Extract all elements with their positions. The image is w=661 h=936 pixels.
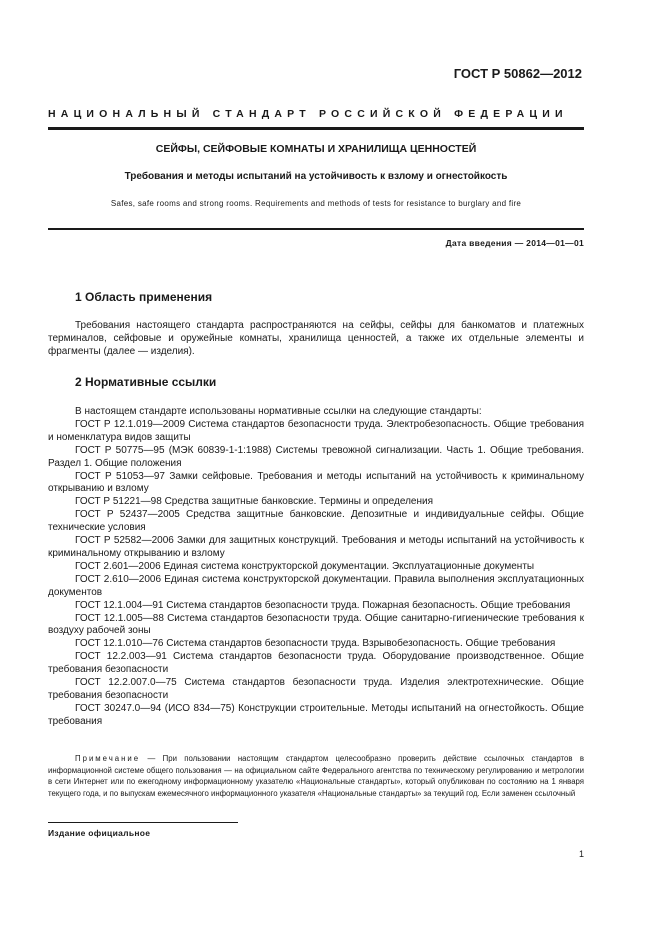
note-text: — При пользовании настоящим стандартом целесообразно проверить действие ссылочных стандартов в информационной системе общего пользования — на официальном сайте Федерального агентства по техническому регулированию и метрологии в сети Интернет или по ежегодному информационному указателю «Национальные стандарты», который опубликован по состоянию на 1 января текущего года, и по выпускам ежемесячного информационного указателя «Национальные стандарты» за текущий год. Если заменен ссылочный — [48, 754, 584, 798]
reference-item: ГОСТ Р 50775—95 (МЭК 60839-1-1:1988) Системы тревожной сигнализации. Часть 1. Общие требования. Раздел 1. Общие положения — [48, 444, 584, 469]
footnote-divider — [48, 822, 238, 823]
edition-label: Издание официальное — [48, 828, 151, 838]
section-2-heading: 2 Нормативные ссылки — [75, 375, 217, 389]
reference-item: ГОСТ 12.1.010—76 Система стандартов безопасности труда. Взрывобезопасность. Общие требования — [75, 638, 556, 650]
reference-item: ГОСТ 2.610—2006 Единая система конструкторской документации. Правила выполнения эксплуатационных документов — [48, 573, 584, 598]
reference-item: ГОСТ 30247.0—94 (ИСО 834—75) Конструкции строительные. Методы испытаний на огнестойкость. Общие требования — [48, 702, 584, 727]
reference-item: ГОСТ 12.2.007.0—75 Система стандартов безопасности труда. Изделия электротехнические. Общие требования безопасности — [48, 677, 584, 701]
title-divider — [48, 228, 584, 230]
reference-item: ГОСТ Р 12.1.019—2009 Система стандартов безопасности труда. Электробезопасность. Общие требования и номенклатура видов защиты — [48, 418, 584, 443]
reference-item: ГОСТ 12.2.003—91 Система стандартов безопасности труда. Оборудование производственное. Общие требования безопасности — [48, 651, 584, 676]
header-divider — [48, 127, 584, 130]
section-1-heading: 1 Область применения — [75, 290, 213, 304]
document-subtitle: Требования и методы испытаний на устойчивость к взлому и огнестойкость — [124, 171, 508, 182]
reference-item: ГОСТ 12.1.004—91 Система стандартов безопасности труда. Пожарная безопасность. Общие требования — [75, 599, 571, 611]
reference-item: ГОСТ Р 52582—2006 Замки для защитных конструкций. Требования и методы испытаний на устойчивость к криминальному открыванию и взлому — [48, 535, 584, 559]
reference-item: ГОСТ 2.601—2006 Единая система конструкторской документации. Эксплуатационные документы — [75, 560, 535, 572]
introduction-date: Дата введения — 2014—01—01 — [445, 238, 584, 248]
document-title: СЕЙФЫ, СЕЙФОВЫЕ КОМНАТЫ И ХРАНИЛИЩА ЦЕННОСТЕЙ — [155, 143, 477, 155]
reference-item: ГОСТ 12.1.005—88 Система стандартов безопасности труда. Общие санитарно-гигиенические требования к воздуху рабочей зоны — [48, 612, 584, 637]
normative-references — [48, 406, 584, 729]
note-paragraph — [48, 753, 584, 799]
reference-item: ГОСТ Р 51053—97 Замки сейфовые. Требования и методы испытаний на устойчивость к криминальному открыванию и взлому — [48, 470, 584, 495]
national-standard-banner: НАЦИОНАЛЬНЫЙ СТАНДАРТ РОССИЙСКОЙ ФЕДЕРАЦИИ — [48, 108, 568, 120]
document-code: ГОСТ Р 50862—2012 — [453, 66, 582, 81]
reference-item: ГОСТ Р 51221—98 Средства защитные банковские. Термины и определения — [75, 496, 433, 508]
section-1-text: Требования настоящего стандарта распространяются на сейфы, сейфы для банкоматов и платежных терминалов, сейфовые и оружейные комнаты, хранилища ценностей, а также их отдельные элементы и фрагменты (далее — изделия). — [48, 320, 584, 357]
page-number: 1 — [578, 849, 584, 859]
reference-item: ГОСТ Р 52437—2005 Средства защитные банковские. Депозитные и индивидуальные сейфы. Общие технические условия — [48, 509, 584, 534]
english-title: Safes, safe rooms and strong rooms. Requirements and methods of tests for resistance to burglary and fire — [110, 199, 522, 208]
references-intro: В настоящем стандарте использованы нормативные ссылки на следующие стандарты: — [75, 406, 482, 417]
note-label: Примечание — [75, 754, 141, 763]
